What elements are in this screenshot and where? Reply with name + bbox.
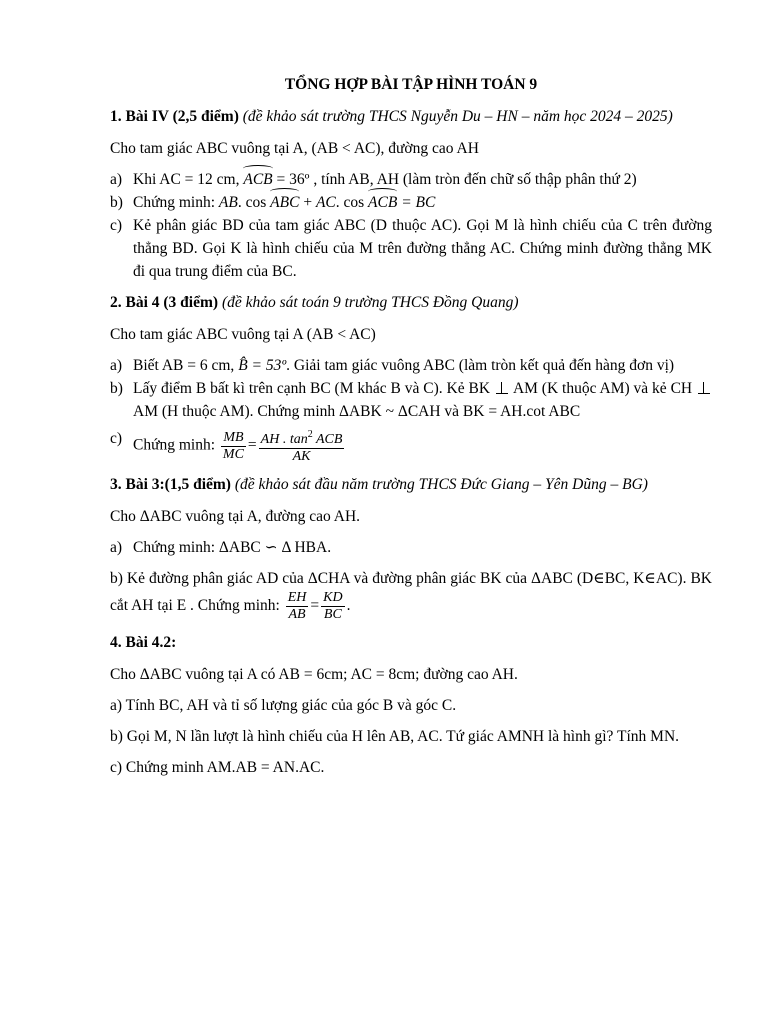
formula-term: AH . tan — [260, 432, 308, 447]
section-4-label: 4. Bài 4.2: — [110, 634, 177, 651]
exponent: 2 — [307, 429, 313, 440]
formula-term: AC — [315, 194, 336, 211]
angle-arc: ACB — [368, 191, 397, 214]
angle-arc: ACB — [243, 168, 272, 191]
fraction — [321, 590, 344, 623]
section-1-item-c — [110, 214, 712, 283]
section-4-item-b: b) Gọi M, N lần lượt là hình chiếu của H lên AB, AC. Tứ giác AMNH là hình gì? Tính MN. — [110, 728, 680, 745]
section-4-intro: Cho ΔABC vuông tại A có AB = 6cm; AC = 8cm; đường cao AH. — [110, 666, 518, 683]
fraction-numerator: KD — [323, 590, 343, 605]
fraction-denominator: AB — [288, 607, 306, 622]
section-3-item-a — [110, 536, 712, 559]
section-1-intro: Cho tam giác ABC vuông tại A, (AB < AC), đường cao AH — [110, 140, 479, 157]
section-2-item-a — [110, 354, 712, 377]
document-title: TỔNG HỢP BÀI TẬP HÌNH TOÁN 9 — [284, 76, 538, 93]
section-2-intro: Cho tam giác ABC vuông tại A (AB < AC) — [110, 326, 376, 343]
item-label: a) — [110, 171, 123, 188]
section-2-source: (đề khảo sát toán 9 trường THCS Đồng Quang) — [221, 294, 519, 311]
document-page — [110, 74, 712, 787]
item-label: b) — [110, 194, 123, 211]
item-text-part: AM (K thuộc AM) và kẻ CH — [509, 380, 696, 397]
item-label: c) — [110, 430, 123, 447]
fraction-denominator: BC — [323, 607, 342, 622]
fraction-numerator — [259, 427, 345, 449]
fraction — [286, 590, 309, 623]
item-text-part: Khi AC = 12 cm, — [133, 171, 244, 188]
fraction — [221, 430, 246, 463]
item-label: a) — [110, 357, 123, 374]
item-text — [133, 191, 712, 214]
section-3-heading — [110, 473, 712, 496]
formula-op: . cos — [237, 194, 271, 211]
fraction-denominator: AK — [292, 449, 311, 464]
formula-term: = BC — [397, 194, 436, 211]
section-2-heading — [110, 291, 712, 314]
item-text: Chứng minh: ΔABC ∽ Δ HBA. — [133, 539, 332, 556]
item-text-part: Chứng minh: — [133, 436, 219, 454]
angle-formula: B̂ = 53º — [238, 357, 287, 374]
section-2-label: 2. Bài 4 (3 điểm) — [110, 294, 219, 311]
item-text-part: b) Kẻ đường phân giác AD của ΔCHA và đường phân giác BK của ΔABC (D∈BC, K∈AC). BK cắt AH tại E . Chứng minh: — [110, 570, 712, 615]
fraction-numerator: EH — [287, 590, 307, 605]
section-1-label: 1. Bài IV (2,5 điểm) — [110, 108, 239, 125]
item-text: Kẻ phân giác BD của tam giác ABC (D thuộc AC). Gọi M là hình chiếu của C trên đường thẳng BD. Gọi K là hình chiếu của M trên đường thẳng AC. Chứng minh đường thẳng MK đi qua trung điểm của BC. — [133, 217, 712, 280]
angle-arc: ABC — [270, 191, 299, 214]
section-4-item-c: c) Chứng minh AM.AB = AN.AC. — [110, 759, 325, 776]
section-3-label: 3. Bài 3:(1,5 điểm) — [110, 476, 231, 493]
section-1-source: (đề khảo sát trường THCS Nguyễn Du – HN – năm học 2024 – 2025) — [242, 108, 673, 125]
formula-op: + — [299, 194, 316, 211]
section-3-item-b: b) Kẻ đường phân giác AD của ΔCHA và đường phân giác BK của ΔABC (D∈BC, K∈AC). BK cắt AH tại E . Chứng minh: $\frac{EH}{AB}$ = $\frac{KD}{BC}$ . — [110, 570, 712, 622]
section-1-item-b — [110, 191, 712, 214]
item-text-part: Biết AB = 6 cm, — [133, 357, 239, 374]
item-label: c) — [110, 217, 123, 234]
section-1-heading — [110, 105, 712, 128]
section-3-source: (đề khảo sát đầu năm trường THCS Đức Giang – Yên Dũng – BG) — [234, 476, 648, 493]
item-text-part: Chứng minh: — [133, 194, 219, 211]
item-label: a) — [110, 539, 123, 556]
item-text-part: = 36º , tính AB, AH (làm tròn đến chữ số thập phân thứ 2) — [272, 171, 637, 188]
perpendicular-icon — [496, 382, 508, 394]
perpendicular-icon — [698, 382, 710, 394]
section-4-heading — [110, 631, 712, 654]
fraction — [259, 427, 345, 465]
formula-term: AB — [218, 194, 238, 211]
item-text-part: Lấy điểm B bất kì trên cạnh BC (M khác B và C). Kẻ BK — [133, 380, 494, 397]
section-4-item-a: a) Tính BC, AH và tỉ số lượng giác của góc B và góc C. — [110, 697, 457, 714]
section-3-intro: Cho ΔABC vuông tại A, đường cao AH. — [110, 508, 361, 525]
item-text-part: . Giải tam giác vuông ABC (làm tròn kết quả đến hàng đơn vị) — [286, 357, 675, 374]
fraction-numerator: MB — [223, 429, 244, 445]
item-text — [133, 168, 712, 191]
formula-op: . cos — [335, 194, 369, 211]
item-text: Chứng minh: $\frac{MB}{MC}$ = $\frac{AH . \tan^2 ACB}{AK}$ — [133, 429, 343, 464]
item-text — [133, 377, 712, 423]
section-2-item-b — [110, 377, 712, 423]
item-text-part: AM (H thuộc AM). Chứng minh ΔABK ~ ΔCAH và BK = AH.cot ABC — [133, 403, 581, 420]
fraction-denominator: MC — [222, 446, 244, 462]
formula-term: ACB — [312, 432, 343, 447]
item-label: b) — [110, 380, 123, 397]
section-1-item-a — [110, 168, 712, 191]
section-2-item-c — [110, 427, 712, 465]
item-text — [133, 354, 712, 377]
